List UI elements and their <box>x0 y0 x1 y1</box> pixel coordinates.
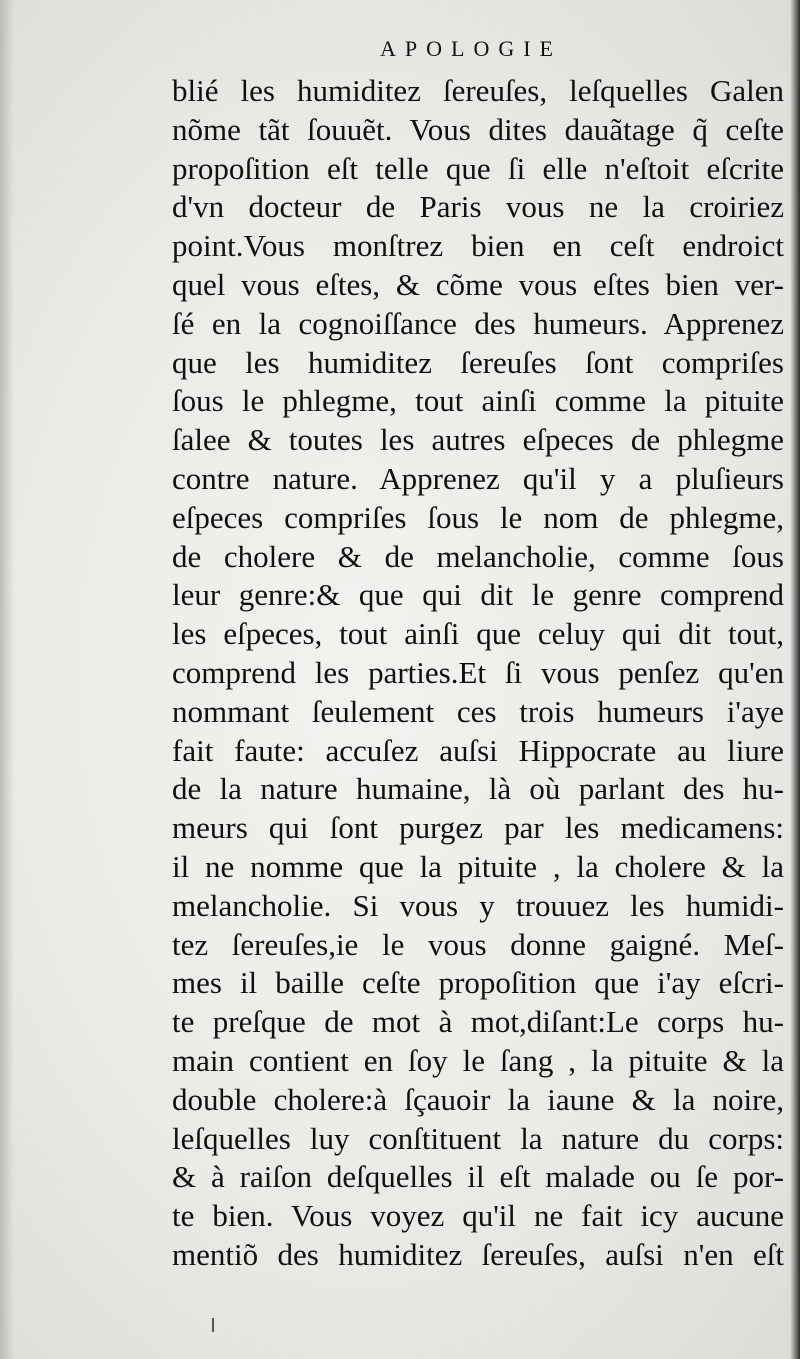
text-line: te bien. Vous voyez qu'il ne fait icy aucune <box>172 1198 784 1234</box>
text-line: eſpeces compriſes ſous le nom de phlegme, <box>172 499 784 535</box>
text-line: ſalee & toutes les autres eſpeces de phlegme <box>172 422 784 458</box>
text-line: contre nature. Apprenez qu'il y a pluſieurs <box>172 460 784 496</box>
text-line: mes il baille ceſte propoſition que i'ay eſcri- <box>172 965 784 1001</box>
text-line: fait faute: accuſez auſsi Hippocrate au liure <box>172 732 784 768</box>
page-right-gutter <box>790 0 800 1359</box>
text-line: propoſition eſt telle que ſi elle n'eſtoit eſcrite <box>172 150 784 186</box>
text-line: d'vn docteur de Paris vous ne la croiriez <box>172 189 784 225</box>
body-text <box>172 72 784 1275</box>
text-line: leur genre:& que qui dit le genre comprend <box>172 577 784 613</box>
page-left-shadow <box>0 0 14 1359</box>
text-line: leſquelles luy conſtituent la nature du corps: <box>172 1120 784 1156</box>
text-line: meurs qui ſont purgez par les medicamens: <box>172 810 784 846</box>
text-line: quel vous eſtes, & cõme vous eſtes bien ver- <box>172 266 784 302</box>
page-mark <box>212 1318 214 1332</box>
text-line: de la nature humaine, là où parlant des hu- <box>172 771 784 807</box>
text-line: ſé en la cognoiſſance des humeurs. Apprenez <box>172 305 784 341</box>
text-line: nommant ſeulement ces trois humeurs i'aye <box>172 693 784 729</box>
text-line: & à raiſon deſquelles il eſt malade ou ſe por- <box>172 1159 784 1195</box>
text-line: il ne nomme que la pituite , la cholere & la <box>172 848 784 884</box>
running-head: APOLOGIE <box>380 36 562 61</box>
text-line: point.Vous monſtrez bien en ceſt endroict <box>172 228 784 264</box>
text-line: tez ſereuſes,ie le vous donne gaigné. Meſ- <box>172 926 784 962</box>
text-line: les eſpeces, tout ainſi que celuy qui dit tout, <box>172 616 784 652</box>
text-line: blié les humiditez ſereuſes, leſquelles Galen <box>172 73 784 108</box>
text-line: mentiõ des humiditez ſereuſes, auſsi n'en eſt <box>172 1236 784 1272</box>
text-line: ſous le phlegme, tout ainſi comme la pituite <box>172 383 784 419</box>
text-line: de cholere & de melancholie, comme ſous <box>172 538 784 574</box>
text-line: double cholere:à ſçauoir la iaune & la noire, <box>172 1081 784 1117</box>
text-line: main contient en ſoy le ſang , la pituite & la <box>172 1042 784 1078</box>
text-line: nõme tãt ſouuẽt. Vous dites dauãtage q̃ ceſte <box>172 111 784 147</box>
text-line: te preſque de mot à mot,diſant:Le corps hu- <box>172 1004 784 1040</box>
text-line: comprend les parties.Et ſi vous penſez qu'en <box>172 654 784 690</box>
text-line: melancholie. Si vous y trouuez les humidi- <box>172 887 784 923</box>
text-line: que les humiditez ſereuſes ſont compriſes <box>172 344 784 380</box>
